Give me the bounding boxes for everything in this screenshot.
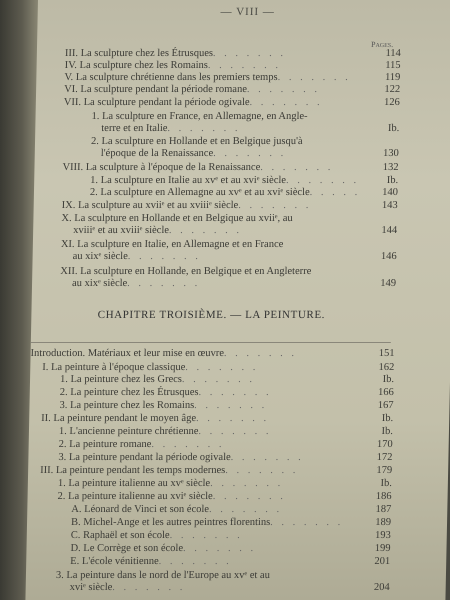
entry-page-number: Ib. (386, 175, 399, 186)
entry-title: IX. La sculpture au xviiᵉ et au xviiiᵉ siècle (61, 200, 239, 211)
toc-top-entry (36, 97, 400, 109)
entry-page-number: 132 (382, 162, 399, 173)
toc-bottom-entry (29, 413, 394, 425)
entry-title: V. La sculpture chrétienne dans les premiers temps (64, 72, 278, 83)
entry-page-number: 122 (384, 84, 401, 95)
entry-title: au xixᵉ siècle (72, 251, 128, 262)
toc-bottom-entry (30, 362, 395, 374)
dot-leader: . . . . . . . (260, 162, 334, 173)
dot-leader: . . . . . . . (112, 582, 186, 593)
entry-page-number: 179 (376, 465, 393, 476)
entry-page-number: Ib. (381, 413, 394, 424)
dot-leader: . . . . . . . (195, 413, 270, 424)
entry-page-number: 146 (380, 251, 397, 262)
entry-page-number: 199 (374, 543, 391, 554)
toc-bottom-entry (26, 543, 391, 555)
dot-leader: . . . . . . . (198, 426, 272, 437)
toc-bottom-entry (29, 426, 394, 438)
entry-page-number: 201 (374, 556, 391, 567)
entry-title: A. Léonard de Vinci et son école (71, 504, 210, 515)
toc-top-entry (32, 251, 397, 263)
entry-title: 3. La peinture chez les Romains (59, 400, 195, 411)
dot-leader: . . . . . . . (127, 278, 201, 289)
entry-title: Introduction. Matériaux et leur mise en œuvre (30, 348, 225, 359)
entry-title: 2. La sculpture en Hollande et en Belgique jusqu'à (90, 136, 303, 147)
entry-page-number: 151 (378, 348, 395, 359)
entry-title: X. La sculpture en Hollande et en Belgique au xviiᵉ, au (61, 213, 293, 224)
entry-page-number: 170 (376, 439, 393, 450)
toc-top-entry (35, 123, 400, 135)
entry-title: 2. La peinture romane (58, 439, 152, 450)
entry-page-number: 126 (383, 97, 400, 108)
dot-leader: . . . . . . . (212, 48, 287, 59)
entry-page-number: 162 (378, 362, 395, 373)
toc-bottom-entry (28, 465, 393, 477)
toc-top-entry (36, 84, 401, 96)
entry-title: 2. La sculpture en Allemagne au xvᵉ et au xviᵉ siècle (89, 187, 310, 198)
entry-page-number: 140 (382, 187, 399, 198)
entry-title: C. Raphaël et son école (70, 530, 170, 541)
entry-title: VI. La sculpture pendant la période romane (64, 84, 248, 95)
toc-bottom-entry (30, 374, 395, 386)
entry-title: III. La peinture pendant les temps modernes (40, 465, 226, 476)
entry-page-number: Ib. (382, 374, 395, 385)
entry-title: au xixᵉ siècle (71, 278, 128, 289)
entry-title: XII. La sculpture en Hollande, en Belgique et en Angleterre (60, 266, 312, 277)
toc-bottom-entry (27, 491, 392, 503)
toc-top-entry (33, 225, 398, 237)
toc-bottom-entry (27, 504, 392, 516)
entry-title: XI. La sculpture en Italie, en Allemagne et en France (60, 239, 284, 250)
book-page (25, 0, 450, 600)
toc-top-entry (34, 200, 398, 212)
entry-page-number: 204 (373, 582, 390, 593)
dot-leader: . . . . . . . (213, 148, 287, 159)
entry-title: 3. La peinture pendant la période ogivale (58, 452, 231, 463)
toc-bottom-entry (26, 556, 391, 568)
dot-leader: . . . . . . . (230, 452, 304, 463)
page-header-numeral: — VIII — (220, 6, 275, 18)
dot-leader: . . . . . (309, 187, 361, 198)
entry-title: terre et en Italie (101, 123, 168, 134)
entry-title: l'époque de la Renaissance (100, 148, 214, 159)
toc-top-entry (34, 175, 399, 187)
dot-leader: . . . . . . . (198, 387, 272, 398)
entry-title: VIII. La sculpture à l'époque de la Renaissance (62, 162, 261, 173)
entry-page-number: 114 (385, 48, 401, 59)
dot-leader: . . . . . . . (194, 400, 268, 411)
dot-leader: . . . . . . . (185, 362, 259, 373)
dot-leader: . . . . . . . (246, 84, 321, 95)
dot-leader: . . . . . . . (210, 478, 284, 489)
entry-title: D. Le Corrège et son école (70, 543, 184, 554)
toc-bottom-entry (29, 400, 394, 412)
dot-leader: . . . . . . . (249, 97, 323, 108)
dot-leader: . . . . . . . (270, 517, 344, 528)
chapter-title: CHAPITRE TROISIÈME. — LA PEINTURE. (97, 309, 326, 321)
dot-leader: . . . . . . . (168, 225, 243, 236)
dot-leader: . . . . . . . (207, 60, 282, 71)
entry-title: E. L'école vénitienne (70, 556, 159, 567)
dot-leader: . . . . . . . (223, 348, 298, 359)
toc-bottom-entry (30, 348, 395, 360)
toc-top-entry (32, 278, 397, 290)
toc-top-entry (34, 187, 399, 199)
toc-top-entry (33, 213, 393, 225)
entry-page-number: 143 (381, 200, 398, 211)
toc-top-entry (37, 48, 401, 60)
dot-leader: . . . . . . . (151, 439, 225, 450)
entry-page-number: 193 (374, 530, 391, 541)
entry-title: 1. L'ancienne peinture chrétienne (58, 426, 199, 437)
entry-title: 1. La sculpture en France, en Allemagne, en Angle- (91, 111, 308, 122)
entry-page-number: 167 (377, 400, 394, 411)
entry-title: IV. La sculpture chez les Romains (64, 60, 209, 71)
dot-leader: . . . . . . . (212, 491, 287, 502)
entry-page-number: 115 (385, 60, 401, 71)
entry-title: 1. La sculpture en Italie au xvᵉ et au xviᵉ siècle (90, 175, 287, 186)
entry-page-number: 186 (375, 491, 392, 502)
dot-leader: . . . . . . . (127, 251, 202, 262)
entry-page-number: 172 (376, 452, 393, 463)
toc-bottom-entry (26, 570, 386, 582)
toc-top-entry (35, 136, 395, 148)
entry-page-number: Ib. (380, 478, 392, 489)
dot-leader: . . . . . . . (225, 465, 299, 476)
entry-title: 1. La peinture chez les Grecs (59, 374, 183, 385)
pages-column-label: Pages. (370, 40, 394, 49)
toc-bottom-entry (28, 478, 392, 490)
dot-leader: . . . . . . . (169, 530, 243, 541)
entry-page-number: 144 (381, 225, 398, 236)
entry-title: 2. La peinture italienne au xviᵉ siècle (57, 491, 213, 502)
dot-leader: . . . . . . . (158, 556, 232, 567)
toc-top-entry (35, 148, 399, 160)
toc-bottom-entry (30, 387, 394, 399)
dot-leader: . . . . . . . (277, 72, 351, 83)
entry-title: 1. La peinture italienne au xvᵉ siècle (57, 478, 211, 489)
toc-top-entry (36, 60, 401, 72)
toc-bottom-entry (27, 530, 391, 542)
toc-top-entry (34, 162, 399, 174)
entry-title: 2. La peinture chez les Étrusques (59, 387, 199, 398)
toc-top-entry (35, 111, 395, 123)
toc-bottom-entry (26, 582, 390, 594)
entry-page-number: Ib. (387, 123, 400, 134)
dot-leader: . . . . . . . (285, 175, 360, 186)
toc-top-entry (32, 266, 392, 278)
entry-page-number: 187 (375, 504, 392, 515)
toc-bottom-entry (29, 439, 393, 451)
entry-title: 3. La peinture dans le nord de l'Europe au xvᵉ et au (55, 570, 270, 581)
entry-page-number: 149 (380, 278, 397, 289)
entry-title: VII. La sculpture pendant la période ogivale (63, 97, 250, 108)
dot-leader: . . . . . . . (238, 200, 312, 211)
dot-leader: . . . . . . . (182, 543, 257, 554)
entry-title: I. La peinture à l'époque classique (42, 362, 186, 373)
toc-top-entry (33, 239, 393, 251)
dot-leader: . . . . . . . (208, 504, 283, 515)
chapter-rule (31, 342, 391, 343)
entry-title: III. La sculpture chez les Étrusques (64, 48, 214, 59)
toc-bottom-entry (28, 452, 393, 464)
entry-title: B. Michel-Ange et les autres peintres florentins (70, 517, 271, 528)
dot-leader: . . . . . . . (167, 123, 241, 134)
entry-title: xviiiᵉ et au xviiiᵉ siècle (73, 225, 170, 236)
entry-page-number: 166 (377, 387, 394, 398)
entry-page-number: Ib. (381, 426, 394, 437)
entry-page-number: 119 (384, 72, 401, 83)
toc-bottom-entry (27, 517, 392, 529)
entry-page-number: 130 (382, 148, 399, 159)
dot-leader: . . . . . . . (181, 374, 256, 385)
toc-top-entry (36, 72, 401, 84)
entry-title: xviᵉ siècle (69, 582, 113, 593)
entry-page-number: 189 (375, 517, 392, 528)
entry-title: II. La peinture pendant le moyen âge (41, 413, 197, 424)
